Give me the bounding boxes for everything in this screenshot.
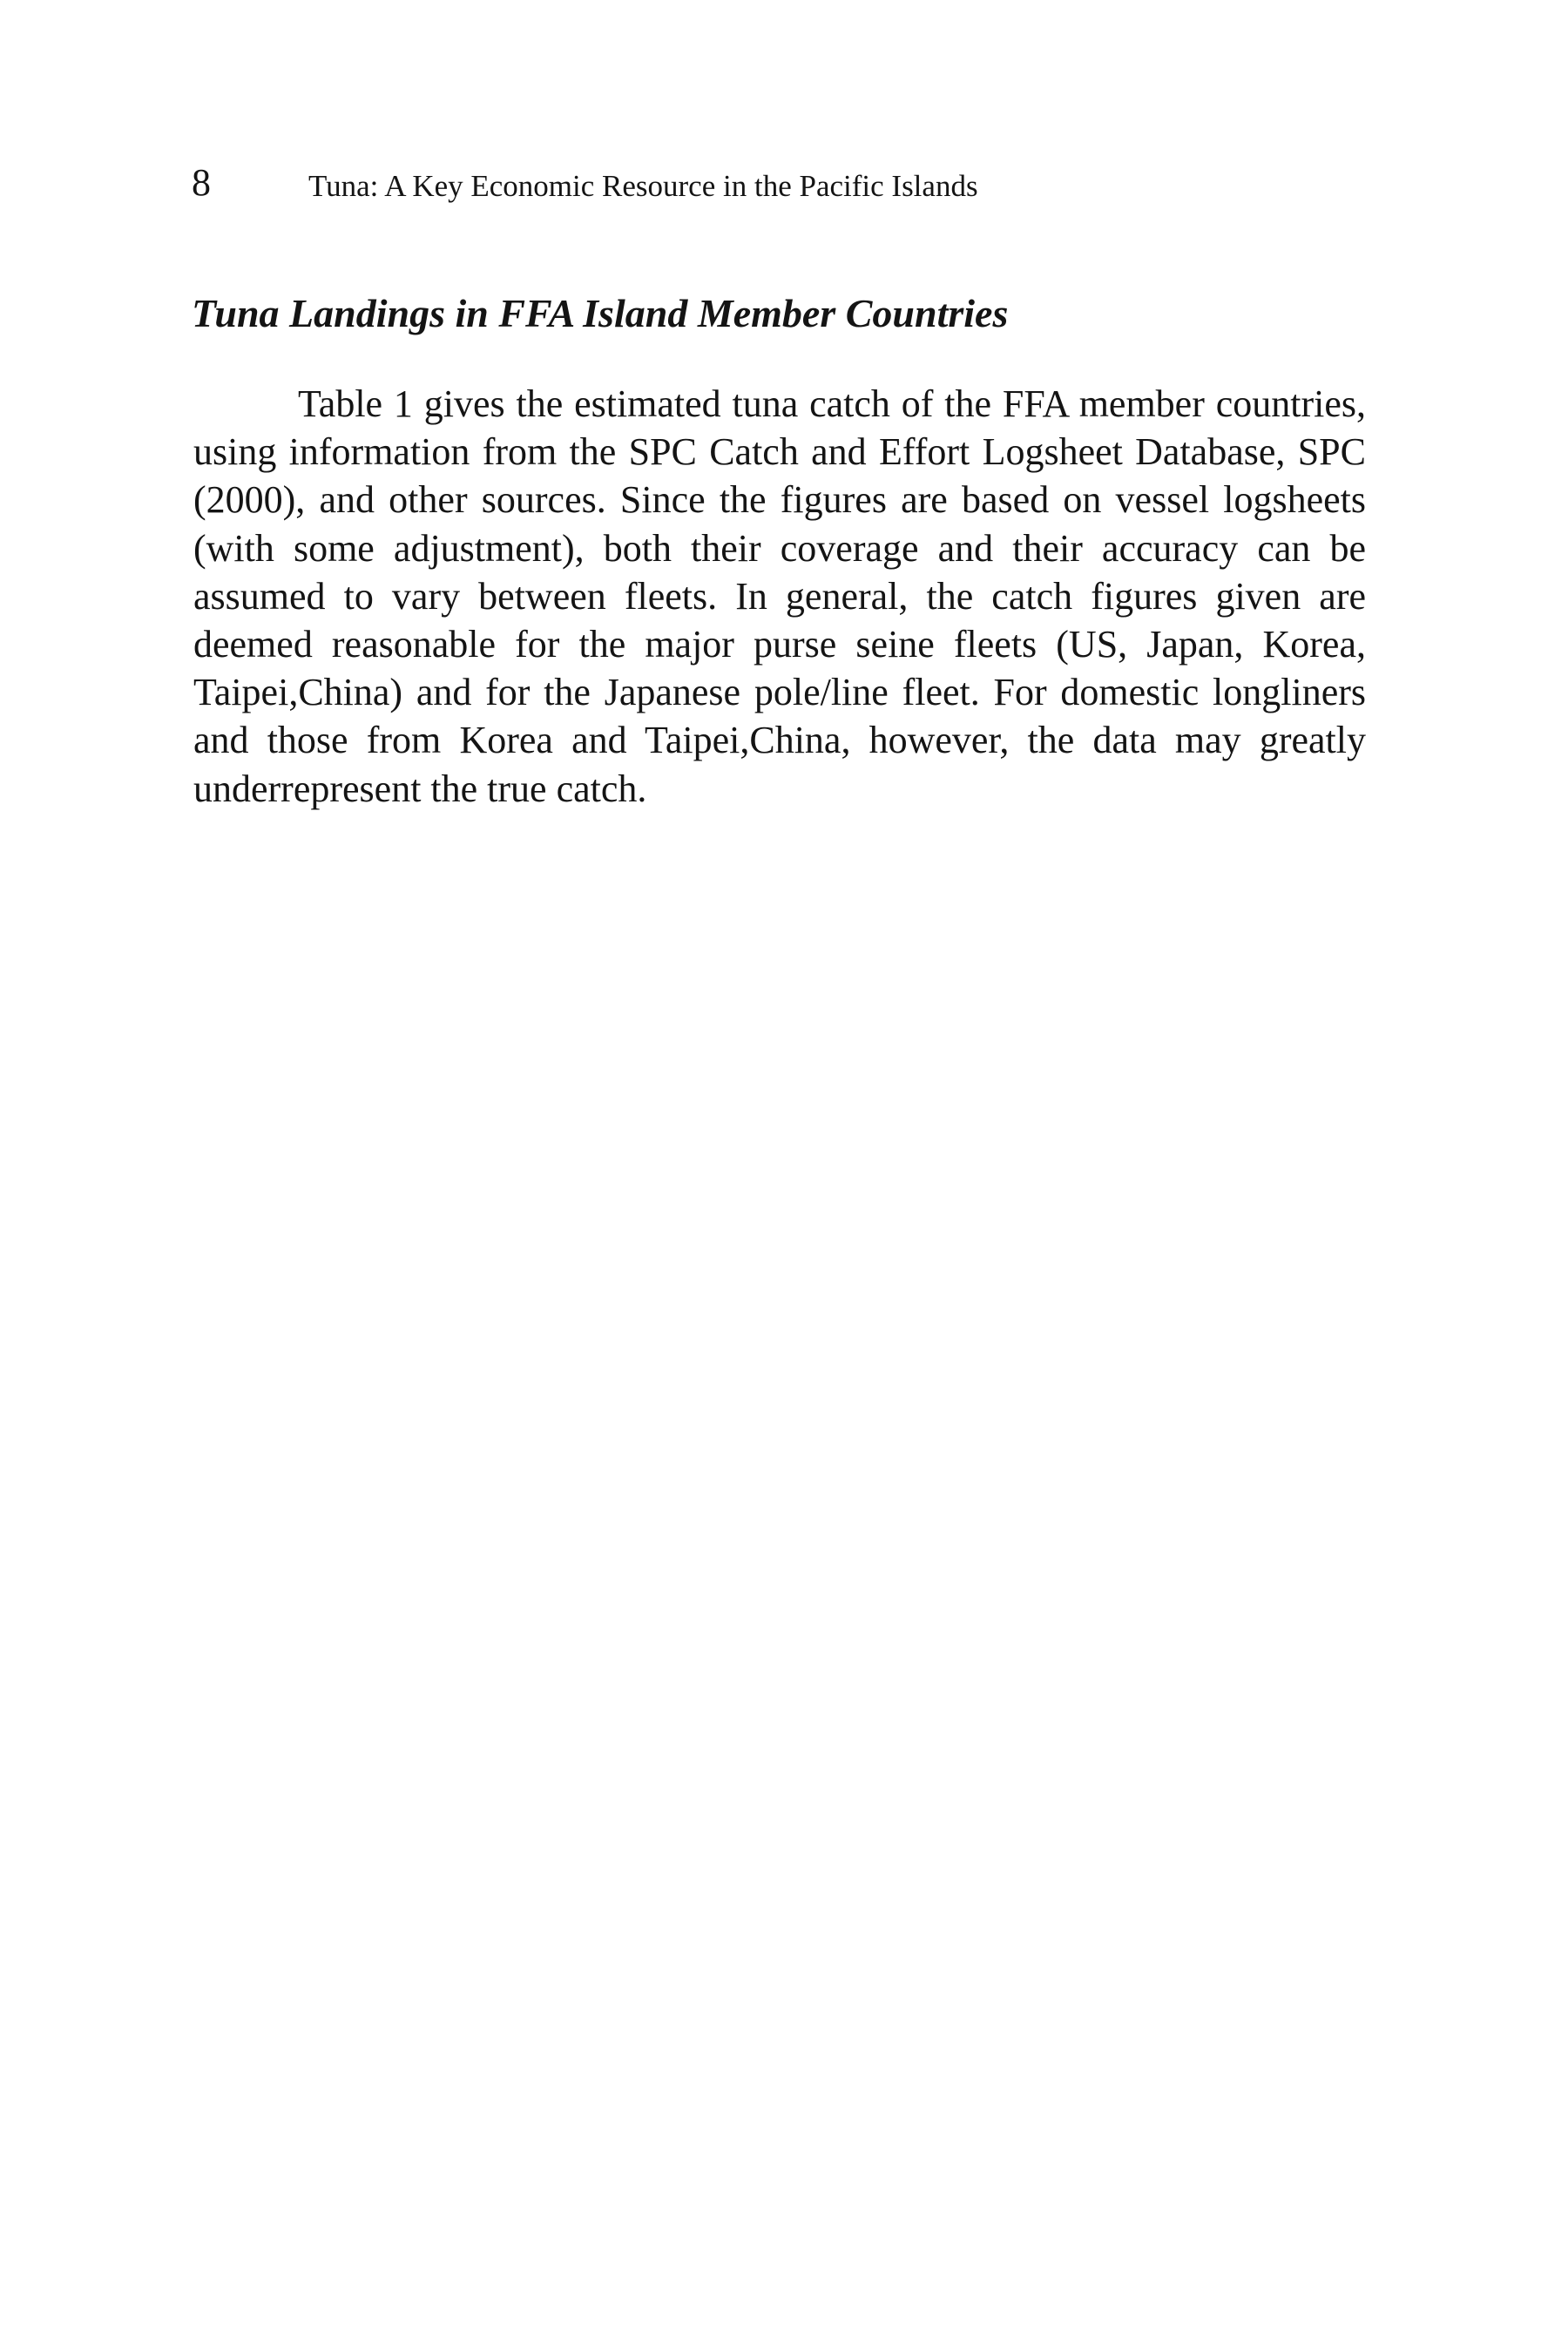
body-text [193, 380, 1366, 813]
section-heading: Tuna Landings in FFA Island Member Countries [192, 291, 1009, 335]
body-paragraph: Table 1 gives the estimated tuna catch of the FFA member countries, using information from the SPC Catch and Effort Logsheet Database, SPC (2000), and other sources. Since the figures are based on vessel logsheets (with some adjustment), both their coverage and their accuracy can be assumed to vary between fleets. In general, the catch figures given are deemed reasonable for the major purse seine fleets (US, Japan, Korea, Taipei,China) and for the Japanese pole/line fleet. For domestic longliners and those from Korea and Taipei,China, however, the data may greatly underrepresent the true catch. [193, 382, 1366, 810]
running-title: Tuna: A Key Economic Resource in the Pacific Islands [308, 169, 978, 203]
page-number: 8 [192, 161, 211, 204]
running-header [192, 157, 1411, 209]
